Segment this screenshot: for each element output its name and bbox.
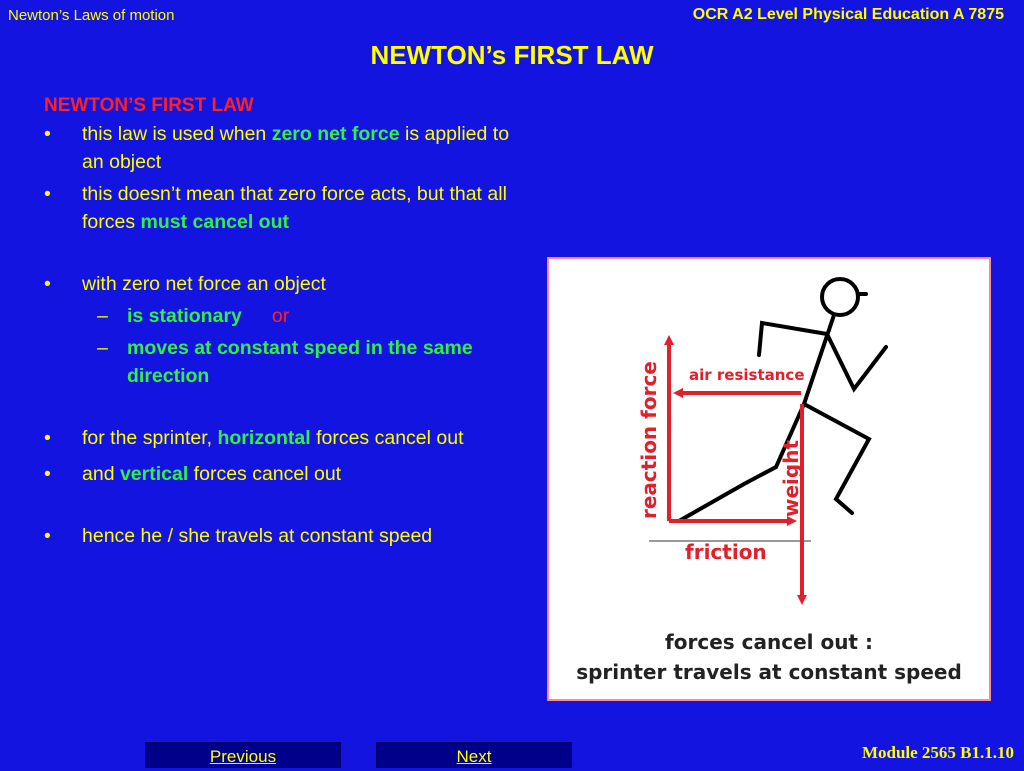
diagram-caption-line2: sprinter travels at constant speed <box>576 660 962 684</box>
highlight-text: horizontal <box>217 427 311 449</box>
highlight-text: must cancel out <box>140 211 289 233</box>
bullet-text: is applied to an object <box>82 123 510 173</box>
diagram-caption-line1: forces cancel out : <box>665 630 873 654</box>
bullet-text: for the sprinter, <box>82 427 218 449</box>
highlight-text: zero net force <box>271 123 400 145</box>
bullet-text: this law is used when <box>82 123 272 145</box>
friction-label: friction <box>685 540 767 564</box>
weight-label: weight <box>779 439 803 517</box>
bullet-text: hence he / she travels at constant speed <box>82 525 433 547</box>
next-button[interactable]: Next <box>376 742 572 768</box>
bullet-vertical <box>44 460 514 488</box>
sub-bullet-stationary <box>82 302 514 330</box>
bullet-zero-net-force <box>44 120 514 176</box>
force-diagram <box>547 257 991 701</box>
bullet-object-state <box>44 270 514 390</box>
bullet-text: and <box>82 463 120 485</box>
sprinter-back-arm <box>759 323 827 355</box>
reaction-force-label: reaction force <box>637 361 661 519</box>
previous-button[interactable]: Previous <box>145 742 341 768</box>
bullet-constant-speed <box>44 522 514 550</box>
force-diagram-svg <box>549 259 989 699</box>
course-title: OCR A2 Level Physical Education A 7875 <box>692 6 1004 23</box>
section-heading: NEWTON’S FIRST LAW <box>44 95 254 116</box>
bullet-text: forces cancel out <box>310 427 464 449</box>
bullet-text: with zero net force an object <box>82 273 326 295</box>
bullet-text: this doesn’t mean that zero force acts, but that all forces <box>82 183 507 233</box>
sub-bullet-constant-speed <box>82 334 514 390</box>
highlight-text: is stationary <box>127 305 242 327</box>
bullet-horizontal <box>44 424 514 452</box>
sprinter-head <box>822 279 858 315</box>
sub-bullet-list <box>82 302 514 390</box>
course-topic: Newton’s Laws of motion <box>8 7 175 24</box>
module-code: Module 2565 B1.1.10 <box>861 743 1014 762</box>
highlight-text: vertical <box>119 463 189 485</box>
bullet-text: forces cancel out <box>188 463 342 485</box>
sprinter-front-leg <box>804 404 869 513</box>
bullet-list <box>44 120 514 550</box>
sprinter-torso <box>804 315 834 404</box>
or-text: or <box>271 305 290 327</box>
bullet-forces-cancel <box>44 180 514 236</box>
highlight-text: moves at constant speed in the same direction <box>127 337 473 387</box>
air-resistance-label: air resistance <box>689 366 805 384</box>
slide-title: NEWTON’s FIRST LAW <box>370 40 654 70</box>
sprinter-front-arm <box>827 334 886 389</box>
slide-content <box>44 92 514 554</box>
